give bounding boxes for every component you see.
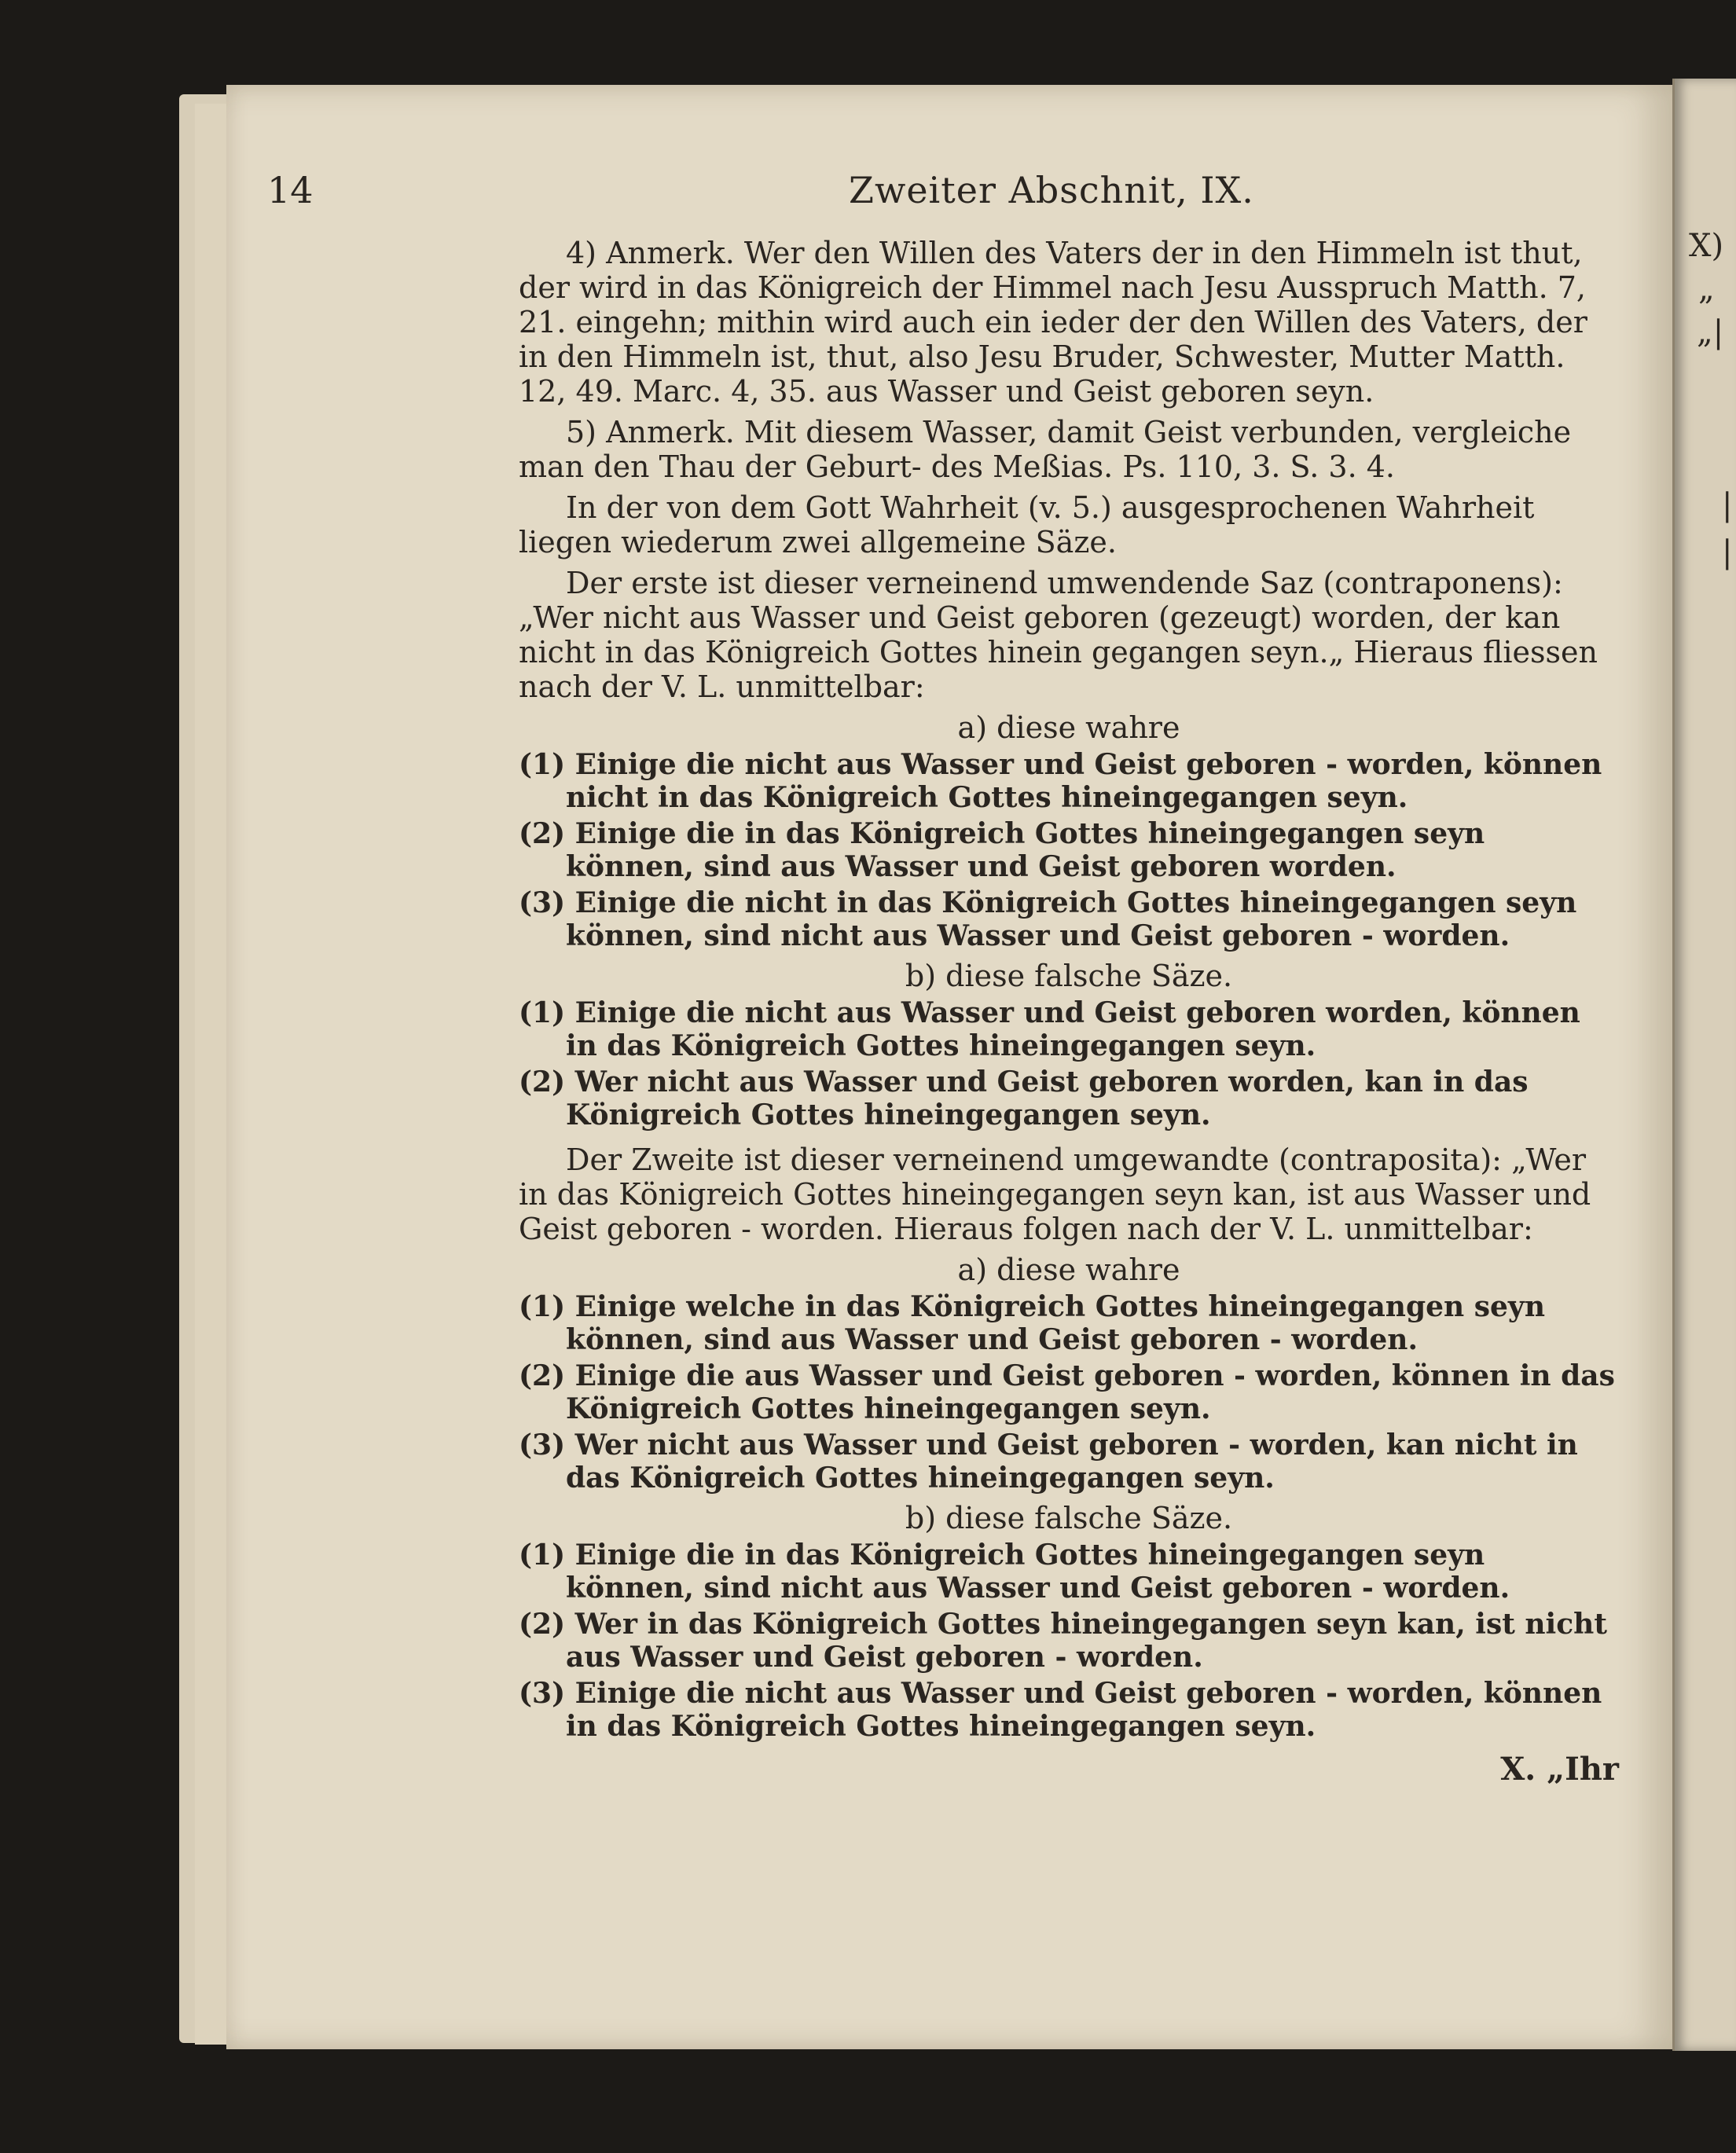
list-item: (1) Einige die nicht aus Wasser und Geist geboren - worden, können nicht in das Königreich Gottes hineingegangen seyn. xyxy=(519,748,1602,814)
adjacent-mark: | xyxy=(1722,487,1733,523)
section1-false-heading: b) diese falsche Säze. xyxy=(905,959,1233,993)
adjacent-page xyxy=(1672,79,1736,2051)
first-proposition: Der erste ist dieser verneinend umwendende Saz (contraponens): „Wer nicht aus Wasser und Geist geboren (gezeugt) worden, der kan nicht in das Königreich Gottes hinein gegangen seyn.„ Hieraus fliessen nach der V. L. unmittelbar: xyxy=(519,566,1598,704)
adjacent-mark: | xyxy=(1722,534,1733,570)
list-item: (2) Einige die in das Königreich Gottes hineingegangen seyn können, sind aus Wasser und Geist geboren worden. xyxy=(519,817,1485,883)
section2-false-heading: b) diese falsche Säze. xyxy=(905,1501,1233,1535)
running-head: Zweiter Abschnit, IX. xyxy=(849,169,1254,211)
note-5: 5) Anmerk. Mit diesem Wasser, damit Geist verbunden, vergleiche man den Thau der Geburt- des Meßias. Ps. 110, 3. S. 3. 4. xyxy=(519,415,1572,484)
adjacent-mark: „ xyxy=(1698,271,1715,307)
list-item: (3) Wer nicht aus Wasser und Geist geboren - worden, kan nicht in das Königreich Gottes hineingegangen seyn. xyxy=(519,1429,1578,1495)
page-body xyxy=(519,236,1619,1787)
list-item: (3) Einige die nicht aus Wasser und Geist geboren - worden, können in das Königreich Gottes hineingegangen seyn. xyxy=(519,1677,1602,1743)
section1-true-heading: a) diese wahre xyxy=(957,710,1180,745)
list-item: (1) Einige die in das Königreich Gottes hineingegangen seyn können, sind nicht aus Wasser und Geist geboren - worden. xyxy=(519,1539,1510,1605)
page-number: 14 xyxy=(267,169,314,211)
list-item: (1) Einige welche in das Königreich Gottes hineingegangen seyn können, sind aus Wasser und Geist geboren - worden. xyxy=(519,1290,1546,1356)
catchword: X. „Ihr xyxy=(1500,1751,1619,1788)
adjacent-mark: X) xyxy=(1689,228,1724,264)
list-item: (2) Einige die aus Wasser und Geist geboren - worden, können in das Königreich Gottes hineingegangen seyn. xyxy=(519,1359,1615,1425)
section2-true-heading: a) diese wahre xyxy=(957,1253,1180,1287)
intro-paragraph: In der von dem Gott Wahrheit (v. 5.) ausgesprochenen Wahrheit liegen wiederum zwei allgemeine Säze. xyxy=(519,490,1535,559)
list-item: (1) Einige die nicht aus Wasser und Geist geboren worden, können in das Königreich Gottes hineingegangen seyn. xyxy=(519,996,1580,1062)
page-header xyxy=(267,169,1619,224)
adjacent-mark: „| xyxy=(1697,314,1724,350)
note-4: 4) Anmerk. Wer den Willen des Vaters der in den Himmeln ist thut, der wird in das Königreich der Himmel nach Jesu Ausspruch Matth. 7, 21. eingehn; mithin wird auch ein ieder der den Willen des Vaters, der in den Himmeln ist, thut, also Jesu Bruder, Schwester, Mutter Matth. 12, 49. Marc. 4, 35. aus Wasser und Geist geboren seyn. xyxy=(519,236,1587,409)
list-item: (2) Wer in das Königreich Gottes hineingegangen seyn kan, ist nicht aus Wasser und Geist geboren - worden. xyxy=(519,1608,1607,1674)
list-item: (3) Einige die nicht in das Königreich Gottes hineingegangen seyn können, sind nicht aus Wasser und Geist geboren - worden. xyxy=(519,886,1577,952)
list-item: (2) Wer nicht aus Wasser und Geist geboren worden, kan in das Königreich Gottes hineingegangen seyn. xyxy=(519,1065,1529,1132)
second-proposition: Der Zweite ist dieser verneinend umgewandte (contraposita): „Wer in das Königreich Gottes hineingegangen seyn kan, ist aus Wasser und Geist geboren - worden. Hieraus folgen nach der V. L. unmittelbar: xyxy=(519,1143,1591,1246)
